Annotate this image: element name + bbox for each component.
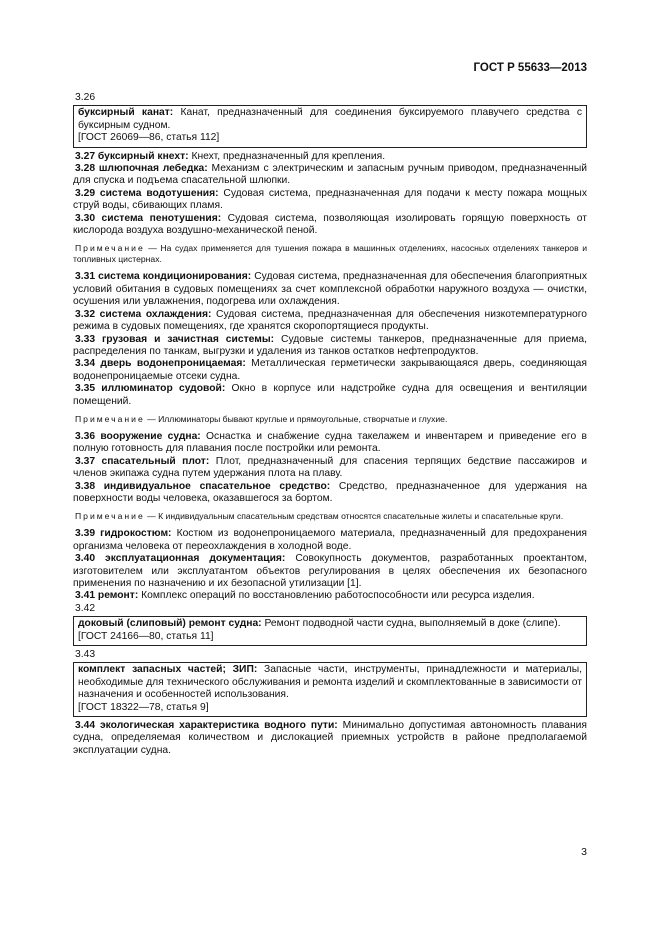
definition: Судовая система, позволяющая изолировать горящую поверхность от кислорода воздуха воздушно-механической пеной. (73, 212, 587, 237)
definition: Окно в корпусе или надстройке судна для освещения и вентиляции помещений. (73, 383, 587, 407)
term: комплект запасных частей; ЗИП: (78, 664, 258, 676)
page-number: 3 (581, 846, 587, 858)
reference: [ГОСТ 18322—78, статья 9] (78, 701, 209, 713)
definition: Судовая система, предназначенная для подачи к месту пожара мощных струй воды, сбивающих пламя. (73, 187, 587, 212)
term: буксирный канат: (78, 107, 174, 119)
term: 3.30 система пенотушения: (75, 212, 222, 224)
definition: Оснастка и снабжение судна такелажем и инвентарем и приведение его в полную готовность для плавания после постройки или ремонта. (73, 430, 587, 455)
definition: Средство, предназначенное для удержания на поверхности воды человека, оказавшегося за бортом. (73, 480, 587, 504)
definition: Запасные части, инструменты, принадлежности и материалы, необходимые для технического обслуживания и ремонта изделий и скомплектованные в зависимости от назначения и особенностей использования. (78, 664, 582, 701)
term: 3.38 индивидуальное спасательное средство: (75, 480, 331, 492)
definition: Судовая система, предназначенная для обеспечения благоприятных условий обитания в судовых помещениях за счет комплексной обработки наружного воздуха — очистки, осушения или увлажнения, подогрева или охлаждения. (73, 271, 587, 308)
definition: Костюм из водонепроницаемого материала, предназначенный для предохранения организма человека от переохлаждения в холодной воде. (73, 528, 588, 552)
entry-number: 3.26 (75, 92, 96, 103)
definition: Совокупность документов, разработанных проектантом, изготовителем или эксплуатантом объектов регулирования в целях обеспечения их безопасного применения по назначению и их безопасной утилизации [1]. (73, 553, 587, 589)
reference: [ГОСТ 24166—80, статья 11] (78, 630, 214, 642)
term: 3.41 ремонт: (75, 590, 139, 602)
definition: Плот, предназначенный для спасения терпящих бедствие пассажиров и членов экипажа судна путем удержания плота на плаву. (73, 455, 587, 480)
citation-box (73, 105, 587, 147)
note (73, 414, 587, 425)
term: 3.39 гидрокостюм: (75, 528, 172, 540)
note-text: — К индивидуальным спасательным средствам относятся спасательные жилеты и спасательные круги. (144, 511, 564, 522)
document-code: ГОСТ Р 55633—2013 (473, 62, 587, 74)
term: 3.32 система охлаждения: (75, 308, 212, 320)
definition: Судовая система, предназначенная для обеспечения низкотемпературного режима в судовых помещениях, где хранятся скоропортящиеся продукты. (73, 308, 587, 333)
term: 3.27 буксирный кнехт: (75, 150, 189, 162)
entry-number: 3.43 (75, 649, 96, 661)
term: 3.29 система водотушения: (75, 187, 219, 199)
term: 3.44 экологическая характеристика водного пути: (75, 720, 338, 732)
term: 3.33 грузовая и зачистная системы: (75, 333, 275, 345)
term: 3.40 эксплуатационная документация: (75, 553, 286, 565)
term: 3.35 иллюминатор судовой: (75, 383, 226, 395)
term: 3.37 спасательный плот: (75, 455, 210, 467)
note-label: Примечание (75, 511, 145, 522)
note-text: — На судах применяется для тушения пожара в машинных отделениях, насосных отделениях танкеров и топливных цистернах. (73, 243, 587, 265)
term: 3.34 дверь водонепроницаемая: (75, 358, 246, 370)
note-label: Примечание (75, 413, 145, 424)
note-label: Примечание (75, 243, 145, 254)
term: 3.36 вооружение судна: (75, 430, 201, 442)
entry-number: 3.42 (75, 602, 96, 614)
page-content (73, 92, 587, 757)
definition: Канат, предназначенный для соединения буксируемого плавучего средства с буксирным судном. (78, 107, 582, 131)
citation-box (73, 616, 587, 646)
definition: Минимально допустимая автономность плавания судна, определяемая количеством и дислокацией приемных устройств в районе предполагаемой эксплуатации судна. (73, 720, 587, 756)
term: 3.31 система кондиционирования: (75, 271, 252, 283)
definition: Металлическая герметически закрывающаяся дверь, соединяющая водонепроницаемые отсеки судна. (73, 358, 587, 382)
definition: Ремонт подводной части судна, выполняемый в доке (слипе). (261, 618, 561, 630)
definition: Кнехт, предназначенный для крепления. (188, 150, 386, 162)
definition: Судовые системы танкеров, предназначенные для приема, распределения по танкам, выгрузки и удаления из танков остатков нефтепродуктов. (73, 333, 587, 357)
citation-box (73, 662, 587, 717)
note-text: — Иллюминаторы бывают круглые и прямоугольные, створчатые и глухие. (144, 413, 448, 424)
definition: Комплекс операций по восстановлению работоспособности или ресурса изделия. (138, 590, 535, 602)
note (73, 243, 587, 265)
note (73, 511, 587, 522)
definition: Механизм с электрическим и запасным ручным приводом, предназначенный для спуска и подъема спасательной шлюпки. (73, 163, 588, 187)
term: доковый (слиповый) ремонт судна: (78, 618, 262, 630)
reference: [ГОСТ 26069—86, статья 112] (78, 132, 220, 144)
term: 3.28 шлюпочная лебедка: (75, 163, 208, 175)
